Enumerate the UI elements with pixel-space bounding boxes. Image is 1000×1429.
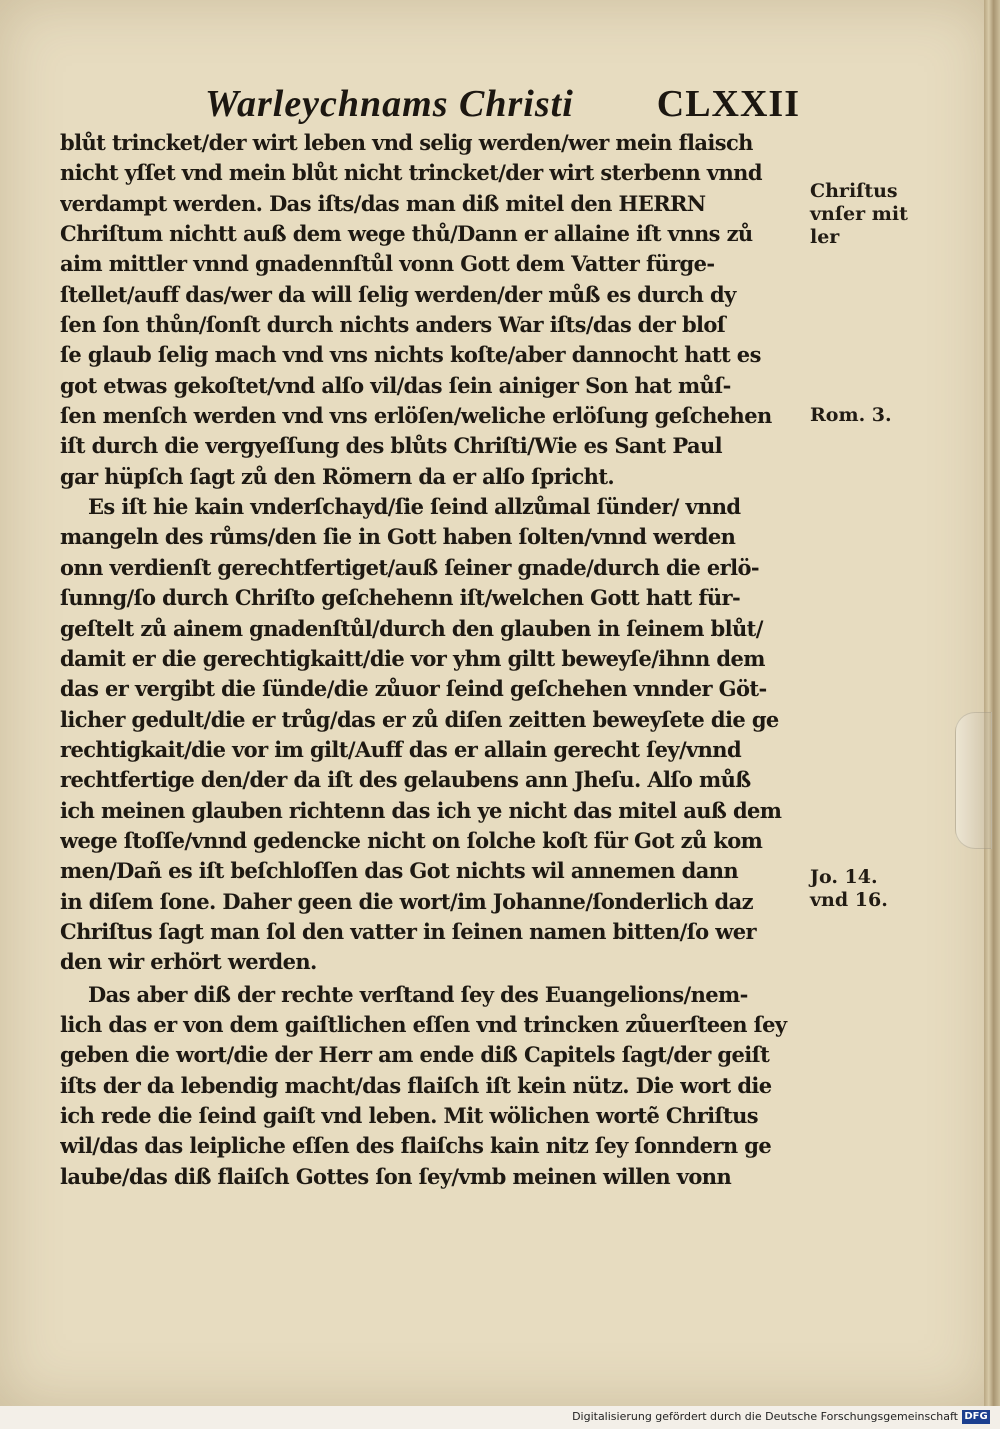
text-line: geſtelt zů ainem gnadenſtůl/durch den glauben in ſeinem blůt/ — [60, 615, 763, 641]
funding-notice: Digitalisierung gefördert durch die Deutsche Forschungsgemeinschaft — [572, 1410, 958, 1423]
text-line: blůt trincket/der wirt leben vnd selig werden/wer mein flaisch — [60, 130, 753, 155]
text-line: ich rede die ſeind gaiſt vnd leben. Mit wölichen wortẽ Chriſtus — [60, 1103, 758, 1128]
text-line: damit er die gerechtigkaitt/die vor yhm giltt beweyſe/ihnn dem — [60, 645, 765, 671]
page-header — [205, 82, 800, 132]
text-line: geben die wort/die der Herr am ende diß Capitels ſagt/der geiſt — [60, 1042, 770, 1068]
text-line: got etwas gekoſtet/vnd alſo vil/das ſein ainiger Son hat můſ- — [60, 372, 731, 398]
margin-note-line: vnd 16. — [810, 889, 888, 911]
running-title: Warleychnams Christi — [205, 83, 574, 125]
text-line: iſt durch die vergyeſſung des blůts Chriſti/Wie es Sant Paul — [60, 433, 723, 459]
text-line: in diſem ſone. Daher geen die wort/im Johanne/ſonderlich daz — [60, 888, 753, 914]
text-line: den wir erhört werden. — [60, 949, 317, 975]
text-line: Es iſt hie kain vnderſchayd/ſie ſeind allzůmal ſünder/ vnnd — [88, 494, 741, 520]
text-line: rechtigkait/die vor im gilt/Auff das er allain gerecht ſey/vnnd — [60, 736, 742, 762]
text-line: Chriſtus ſagt man ſol den vatter in ſeinen namen bitten/ſo wer — [60, 918, 756, 944]
text-line: nicht yſſet vnd mein blůt nicht trincket/der wirt sterbenn vnnd — [60, 160, 762, 186]
text-line: wil/das das leipliche eſſen des flaiſchs kain nitz ſey ſonndern ge — [60, 1133, 772, 1159]
margin-note-rom — [810, 404, 892, 427]
page-edge — [984, 0, 1000, 1406]
margin-note-line: Chriſtus — [810, 180, 898, 202]
margin-note-line: vnſer mit — [810, 203, 908, 225]
text-line: ſtellet/auff das/wer da will ſelig werden/der můß es durch dy — [60, 281, 736, 307]
text-line: laube/das diß flaiſch Gottes ſon ſey/vmb meinen willen vonn — [60, 1163, 732, 1189]
text-line: rechtfertige den/der da iſt des gelaubens ann Jheſu. Alſo můß — [60, 767, 751, 793]
text-line: Das aber diß der rechte verſtand ſey des Euangelions/nem- — [88, 981, 748, 1007]
text-line: ſunng/ſo durch Chriſto geſchehenn iſt/welchen Gott hatt für- — [60, 585, 741, 611]
body-text — [60, 128, 805, 1192]
text-line: iſts der da lebendig macht/das flaiſch iſt kein nütz. Die wort die — [60, 1072, 772, 1098]
margin-note-line: ler — [810, 226, 840, 248]
text-line: ſen ſon thůn/ſonſt durch nichts anders War iſts/das der bloſ — [60, 312, 726, 338]
folio-number: CLXXII — [656, 83, 800, 125]
text-line: ſen menſch werden vnd vns erlöſen/weliche erlöſung geſchehen — [60, 403, 772, 429]
margin-note-line: Jo. 14. — [810, 866, 878, 888]
text-line: aim mittler vnnd gnadennſtůl vonn Gott dem Vatter fürge- — [60, 251, 715, 277]
text-line: das er vergibt die ſünde/die zůuor ſeind geſchehen vnnder Göt- — [60, 676, 767, 702]
text-line: ich meinen glauben richtenn das ich ye nicht das mitel auß dem — [60, 797, 782, 823]
text-line: onn verdienſt gerechtfertiget/auß ſeiner gnade/durch die erlö- — [60, 554, 760, 580]
text-line: mangeln des růms/den ſie in Gott haben ſolten/vnnd werden — [60, 524, 736, 550]
text-line: verdampt werden. Das iſts/das man diß mitel den HERRN — [60, 190, 706, 216]
text-line: ſe glaub ſelig mach vnd vns nichts koſte/aber dannocht hatt es — [60, 342, 761, 368]
text-line: men/Dañ es iſt beſchloſſen das Got nichts wil annemen dann — [60, 858, 739, 884]
page-clip — [955, 712, 992, 849]
margin-note-line: Rom. 3. — [810, 404, 892, 426]
text-line: gar hüpſch ſagt zů den Römern da er alſo ſpricht. — [60, 463, 615, 489]
footer-bar — [0, 1406, 1000, 1429]
margin-note-jo — [810, 866, 888, 912]
text-line: wege ſtoſſe/vnnd gedencke nicht on ſolche koſt für Got zů kom — [60, 827, 763, 853]
margin-note-christus — [810, 180, 908, 249]
text-line: lich das er von dem gaiſtlichen eſſen vnd trincken zůuerſteen ſey — [60, 1011, 787, 1037]
dfg-logo: DFG — [962, 1410, 990, 1424]
text-line: licher gedult/die er trůg/das er zů diſen zeitten beweyſete die ge — [60, 706, 779, 732]
text-line: Chriſtum nichtt auß dem wege thů/Dann er allaine iſt vnns zů — [60, 221, 753, 247]
